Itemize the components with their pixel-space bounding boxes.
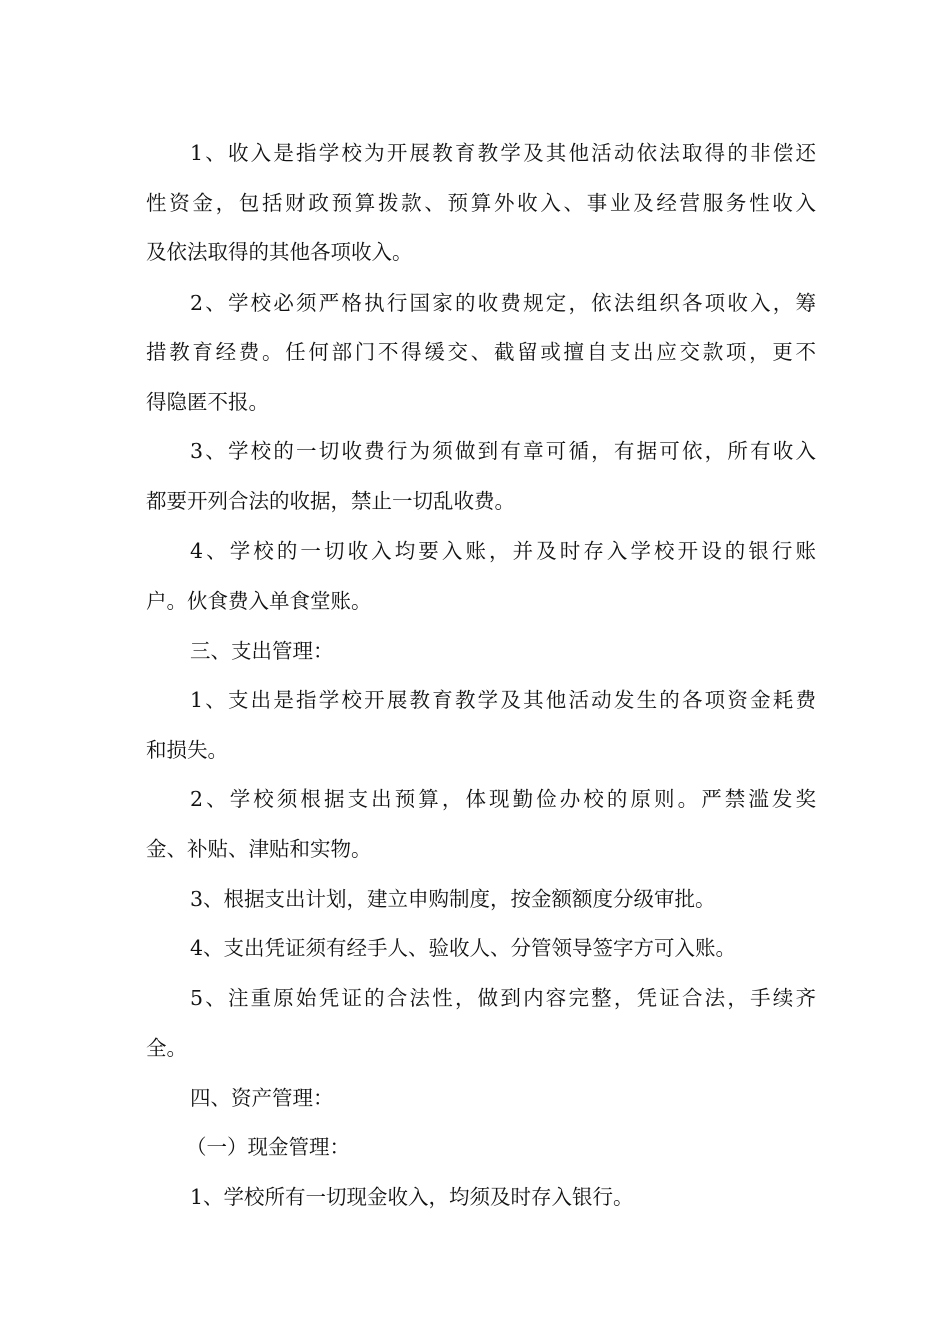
paragraph-line: 4、支出凭证须有经手人、验收人、分管领导签字方可入账。	[190, 936, 737, 960]
paragraph-line: 4、学校的一切收入均要入账，并及时存入学校开设的银行账	[190, 539, 816, 563]
section-heading: 三、支出管理：	[190, 639, 334, 663]
paragraph-line: 2、学校必须严格执行国家的收费规定，依法组织各项收入，筹	[190, 291, 816, 315]
paragraph-line: 都要开列合法的收据，禁止一切乱收费。	[146, 489, 515, 513]
paragraph-line: 得隐匿不报。	[146, 390, 269, 414]
paragraph-line: 1、支出是指学校开展教育教学及其他活动发生的各项资金耗费	[190, 688, 816, 712]
subsection-heading: （一）现金管理：	[186, 1135, 350, 1159]
paragraph-line: 全。	[146, 1036, 187, 1060]
paragraph-line: 性资金，包括财政预算拨款、预算外收入、事业及经营服务性收入	[146, 191, 816, 215]
paragraph-line: 和损失。	[146, 738, 228, 762]
paragraph-line: 金、补贴、津贴和实物。	[146, 837, 372, 861]
paragraph-line: 户。伙食费入单食堂账。	[146, 589, 372, 613]
section-heading: 四、资产管理：	[190, 1086, 334, 1110]
paragraph-line: 措教育经费。任何部门不得缓交、截留或擅自支出应交款项，更不	[146, 340, 816, 364]
paragraph-line: 3、学校的一切收费行为须做到有章可循，有据可依，所有收入	[190, 439, 816, 463]
paragraph-line: 5、注重原始凭证的合法性，做到内容完整，凭证合法，手续齐	[190, 986, 816, 1010]
paragraph-line: 及依法取得的其他各项收入。	[146, 240, 413, 264]
paragraph-line: 1、收入是指学校为开展教育教学及其他活动依法取得的非偿还	[190, 141, 816, 165]
paragraph-line: 3、根据支出计划，建立申购制度，按金额额度分级审批。	[190, 887, 716, 911]
paragraph-line: 2、学校须根据支出预算，体现勤俭办校的原则。严禁滥发奖	[190, 787, 816, 811]
paragraph-line: 1、学校所有一切现金收入，均须及时存入银行。	[190, 1185, 634, 1209]
